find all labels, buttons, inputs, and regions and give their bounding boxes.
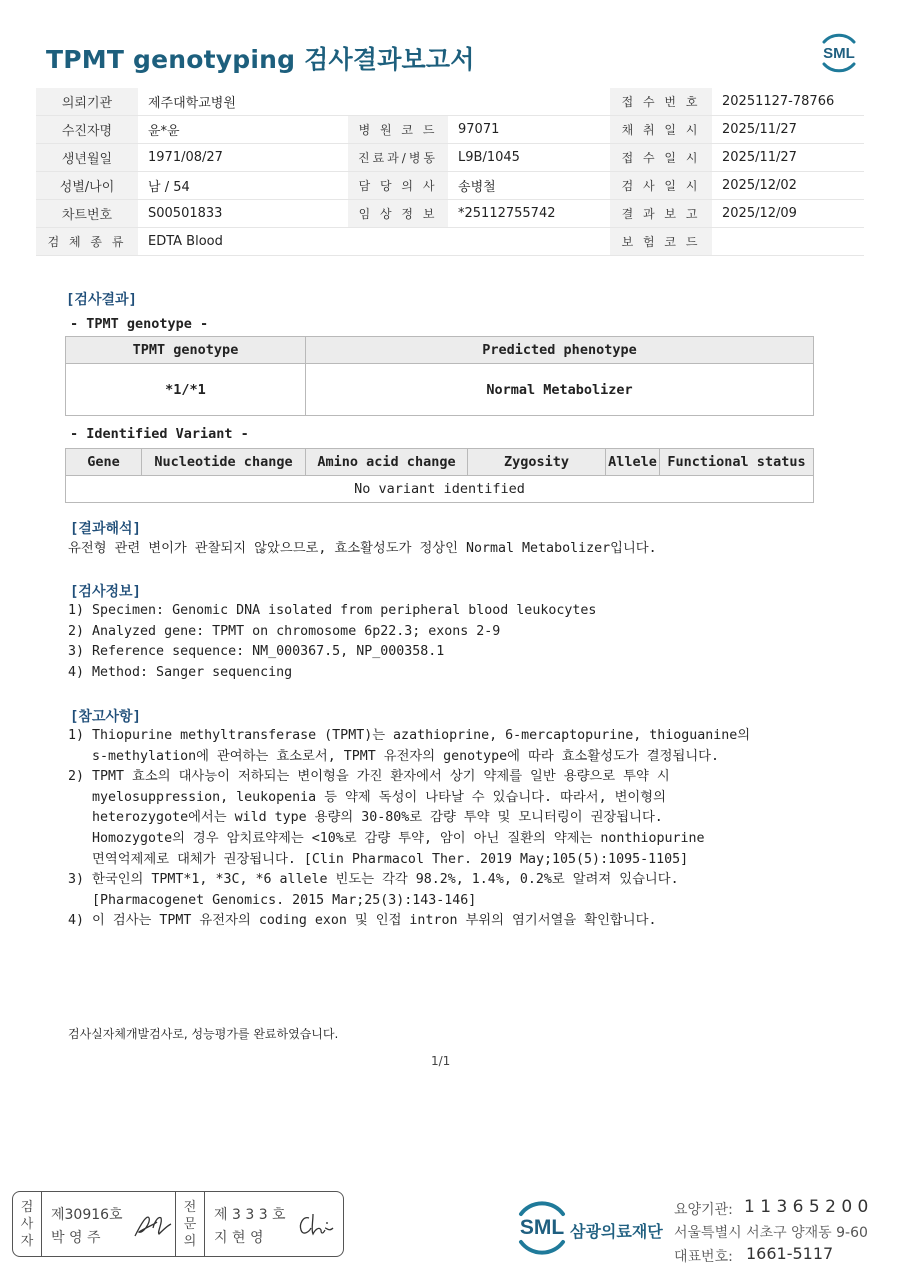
validation-note: 검사실자체개발검사로, 성능평가를 완료하였습니다.	[68, 1027, 339, 1041]
list-item: heterozygote에서는 wild type 용량의 30-80%로 감량 투약 및 모니터링이 권장됩니다.	[68, 810, 663, 826]
org-address: 서울특별시 서초구 양재동 9-60	[674, 1225, 868, 1241]
interpretation-text: 유전형 관련 변이가 관찰되지 않았으므로, 효소활성도가 정상인 Normal Metabolizer입니다.	[68, 541, 657, 556]
info-label: 접 수 일 시	[610, 144, 712, 172]
notes-list	[68, 726, 750, 932]
list-item: 1) Specimen: Genomic DNA isolated from peripheral blood leukocytes	[68, 603, 597, 618]
info-row	[36, 172, 864, 200]
info-value: 송병철	[448, 172, 610, 200]
info-value: 윤*윤	[138, 116, 348, 144]
info-value: 20251127-78766	[712, 88, 864, 116]
info-label: 성별/나이	[36, 172, 138, 200]
info-value: EDTA Blood	[138, 228, 348, 256]
info-value: 2025/12/02	[712, 172, 864, 200]
info-label: 생년월일	[36, 144, 138, 172]
genotype-header: TPMT genotype	[66, 337, 306, 364]
section-title-result: [검사결과]	[66, 292, 137, 308]
stamp-left-number: 제30916호	[51, 1207, 123, 1223]
info-row	[36, 200, 864, 228]
stamp-role-left-text	[13, 1192, 41, 1256]
phone-label: 대표번호:	[674, 1249, 733, 1265]
info-value: *25112755742	[448, 200, 610, 228]
list-item: myelosuppression, leukopenia 등 약제 독성이 나타날 수 있습니다. 따라서, 변이형의	[68, 789, 666, 805]
info-label: 진료과/병동	[348, 144, 448, 172]
foundation-logo-text: SML	[519, 1216, 565, 1239]
list-item: 4) Method: Sanger sequencing	[68, 664, 293, 680]
page-number: 1/1	[431, 1054, 451, 1068]
info-empty-cell	[348, 228, 448, 256]
info-value: 2025/11/27	[712, 144, 864, 172]
stamp-role-char: 의	[183, 1233, 197, 1249]
genotype-value: *1/*1	[66, 364, 306, 416]
stamp-role-char: 전	[183, 1199, 197, 1215]
info-value: 97071	[448, 116, 610, 144]
phone-number: 1661-5117	[746, 1244, 834, 1263]
variant-header: Zygosity	[468, 449, 606, 476]
foundation-logo-icon	[511, 1196, 573, 1258]
info-label: 담 당 의 사	[348, 172, 448, 200]
info-value: 제주대학교병원	[138, 88, 348, 116]
section-title-interpretation: [결과해석]	[70, 521, 141, 537]
info-value: 남 / 54	[138, 172, 348, 200]
stamp-left-name: 박 영 주	[51, 1230, 101, 1246]
org-code: 1 1 3 6 5 2 0 0	[744, 1197, 869, 1217]
info-label: 차트번호	[36, 200, 138, 228]
list-item: 면역억제제로 대체가 권장됩니다. [Clin Pharmacol Ther. 2019 May;105(5):1095-1105]	[68, 851, 689, 867]
info-label: 보 험 코 드	[610, 228, 712, 256]
test-info-list	[68, 601, 596, 683]
stamp-role-char: 검	[20, 1199, 34, 1215]
variant-header: Nucleotide change	[142, 449, 306, 476]
report-title: TPMT genotyping 검사결과보고서	[46, 45, 475, 74]
info-value: 2025/11/27	[712, 116, 864, 144]
stamp-role-char: 자	[20, 1233, 34, 1249]
list-item: 1) Thiopurine methyltransferase (TPMT)는 azathioprine, 6-mercaptopurine, thioguanine의	[68, 728, 751, 743]
list-item: 3) 한국인의 TPMT*1, *3C, *6 allele 빈도는 각각 98.2%, 1.4%, 0.2%로 알려져 있습니다.	[68, 872, 679, 888]
genotype-table	[65, 336, 814, 416]
section-title-notes: [참고사항]	[70, 709, 141, 725]
info-value: 2025/12/09	[712, 200, 864, 228]
info-value: S00501833	[138, 200, 348, 228]
variant-table	[65, 448, 814, 503]
list-item: 2) Analyzed gene: TPMT on chromosome 6p22.3; exons 2-9	[68, 623, 501, 639]
info-label: 채 취 일 시	[610, 116, 712, 144]
list-item: [Pharmacogenet Genomics. 2015 Mar;25(3):143-146]	[68, 892, 477, 908]
signature-icon	[131, 1210, 175, 1242]
phenotype-header: Predicted phenotype	[306, 337, 814, 364]
section-title-test-info: [검사정보]	[70, 584, 141, 600]
info-label: 병 원 코 드	[348, 116, 448, 144]
info-empty-cell	[448, 88, 610, 116]
stamp-role-right	[175, 1192, 205, 1256]
info-label: 수진자명	[36, 116, 138, 144]
list-item: 4) 이 검사는 TPMT 유전자의 coding exon 및 인접 intron 부위의 염기서열을 확인합니다.	[68, 913, 657, 929]
signature-icon	[295, 1210, 339, 1240]
info-row	[36, 88, 864, 116]
patient-info-table	[36, 88, 864, 256]
list-item: s-methylation에 관여하는 효소로서, TPMT 유전자의 genotype에 따라 효소활성도가 결정됩니다.	[68, 748, 720, 764]
info-label: 임 상 정 보	[348, 200, 448, 228]
variant-header: Amino acid change	[306, 449, 468, 476]
stamp-right-number: 제 3 3 3 호	[214, 1207, 286, 1223]
info-label: 접 수 번 호	[610, 88, 712, 116]
signature-stamp	[12, 1191, 344, 1257]
variant-header: Allele	[606, 449, 660, 476]
info-value: L9B/1045	[448, 144, 610, 172]
variant-header: Functional status	[660, 449, 814, 476]
info-row	[36, 116, 864, 144]
info-value: 1971/08/27	[138, 144, 348, 172]
list-item: Homozygote의 경우 암치료약제는 <10%로 감량 투약, 암이 아닌 질환의 약제는 nonthiopurine	[68, 830, 705, 846]
info-label: 검 체 종 류	[36, 228, 138, 256]
info-row	[36, 228, 864, 256]
stamp-role-char: 사	[20, 1216, 34, 1232]
list-item: 3) Reference sequence: NM_000367.5, NP_000358.1	[68, 644, 445, 660]
org-code-label: 요양기관:	[674, 1202, 733, 1218]
info-empty-cell	[348, 88, 448, 116]
phenotype-value: Normal Metabolizer	[306, 364, 814, 416]
stamp-right-name: 지 현 영	[214, 1230, 264, 1246]
info-value	[712, 228, 864, 256]
sml-logo-icon	[816, 30, 862, 76]
logo-text: SML	[823, 45, 855, 62]
foundation-name: 삼광의료재단	[570, 1222, 663, 1241]
stamp-role-char: 문	[183, 1216, 197, 1232]
info-row	[36, 144, 864, 172]
stamp-role-left	[13, 1192, 42, 1256]
variant-empty-message: No variant identified	[66, 476, 814, 503]
variant-caption: - Identified Variant -	[70, 426, 249, 442]
info-label: 결 과 보 고	[610, 200, 712, 228]
list-item: 2) TPMT 효소의 대사능이 저하되는 변이형을 가진 환자에서 상기 약제를 일반 용량으로 투약 시	[68, 769, 670, 785]
info-label: 의뢰기관	[36, 88, 138, 116]
info-label: 검 사 일 시	[610, 172, 712, 200]
info-empty-cell	[448, 228, 610, 256]
stamp-role-right-text	[176, 1192, 204, 1256]
variant-header: Gene	[66, 449, 142, 476]
genotype-caption: - TPMT genotype -	[70, 316, 209, 332]
